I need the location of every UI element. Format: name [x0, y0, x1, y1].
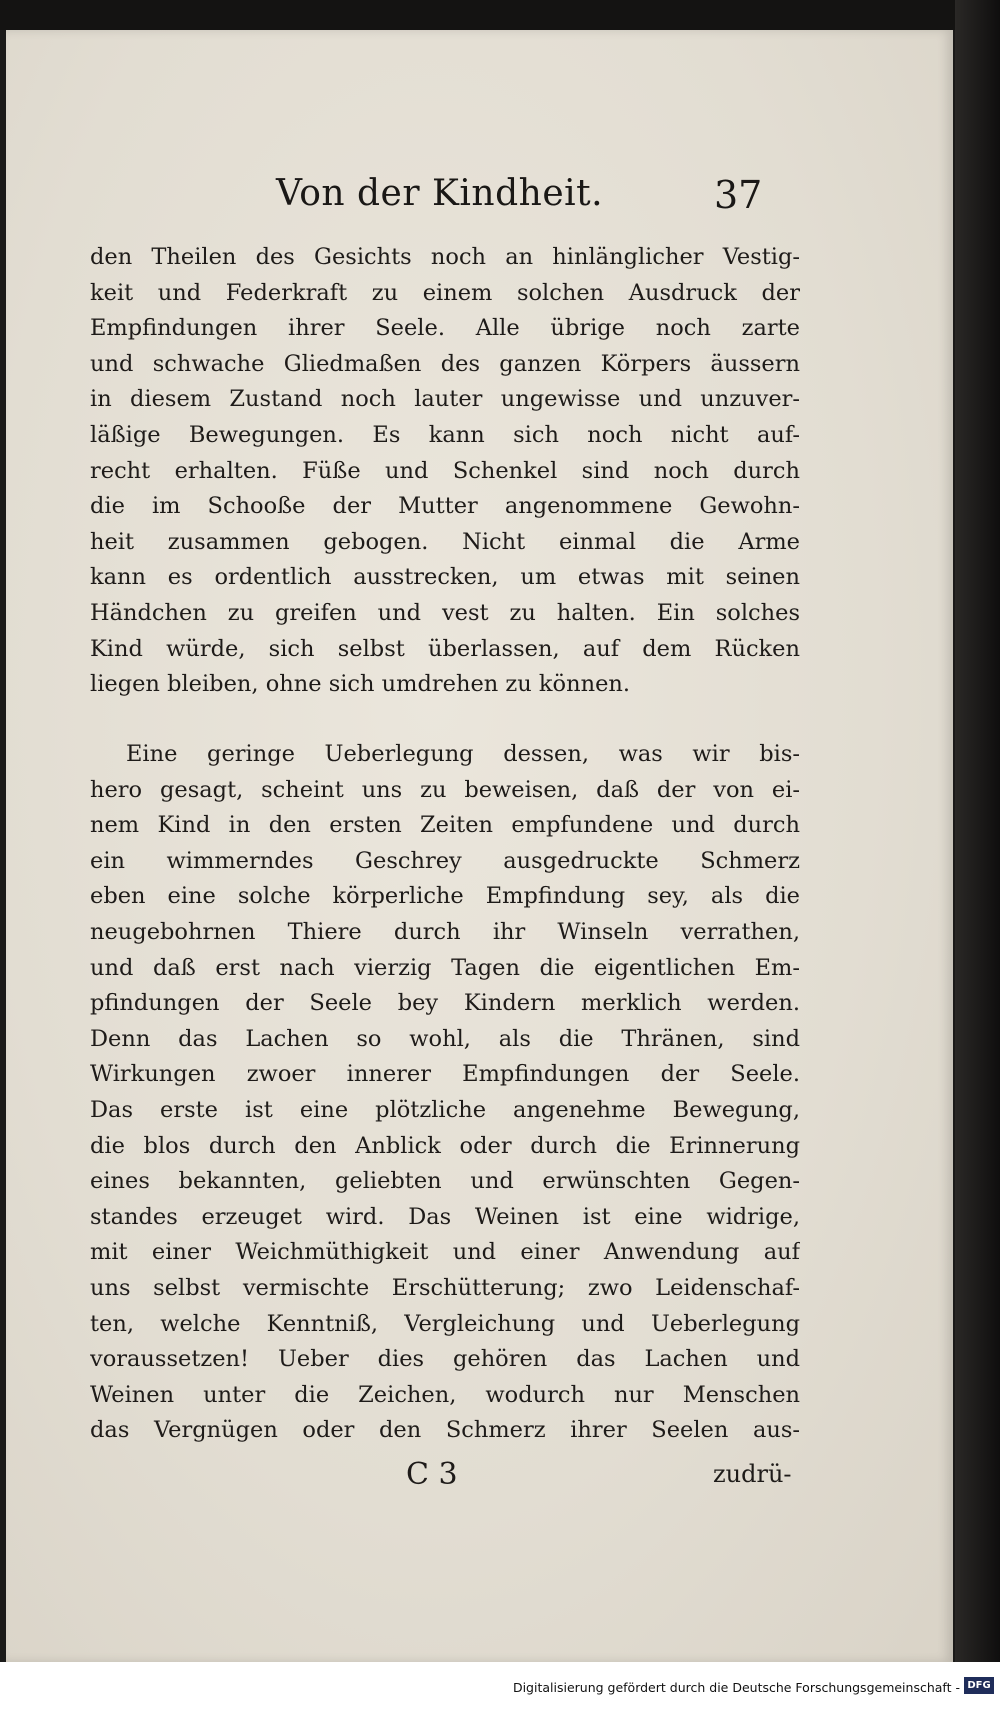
- text-line: und schwache Gliedmaßen des ganzen Körpers äussern: [90, 350, 800, 377]
- text-line: die im Schooße der Mutter angenommene Gewohn-: [90, 493, 800, 520]
- digitization-footer: [0, 1662, 1000, 1709]
- text-line: Denn das Lachen so wohl, als die Thränen, sind: [90, 1025, 800, 1052]
- text-line: ein wimmerndes Geschrey ausgedruckte Schmerz: [90, 847, 800, 874]
- text-line: standes erzeuget wird. Das Weinen ist eine widrige,: [90, 1203, 800, 1230]
- text-line: nem Kind in den ersten Zeiten empfundene und durch: [90, 812, 800, 839]
- dfg-logo: DFG: [964, 1677, 994, 1694]
- text-line: Kind würde, sich selbst überlassen, auf dem Rücken: [90, 635, 800, 662]
- signature-mark: C 3: [406, 1457, 458, 1492]
- text-line: und daß erst nach vierzig Tagen die eigentlichen Em-: [90, 954, 800, 981]
- text-line: in diesem Zustand noch lauter ungewisse und unzuver-: [90, 386, 800, 413]
- text-line: den Theilen des Gesichts noch an hinlänglicher Vestig-: [90, 244, 800, 270]
- page-title: Von der Kindheit.: [276, 173, 604, 214]
- text-line: kann es ordentlich ausstrecken, um etwas mit seinen: [90, 564, 800, 591]
- text-line: ten, welche Kenntniß, Vergleichung und Ueberlegung: [90, 1310, 800, 1337]
- text-line: liegen bleiben, ohne sich umdrehen zu können.: [90, 671, 631, 698]
- text-line: keit und Federkraft zu einem solchen Ausdruck der: [90, 279, 800, 306]
- text-line: Empfindungen ihrer Seele. Alle übrige noch zarte: [90, 315, 800, 342]
- scan-background-top: [0, 0, 1000, 30]
- funding-credit: Digitalisierung gefördert durch die Deutsche Forschungsgemeinschaft -: [512, 1680, 960, 1695]
- text-line: heit zusammen gebogen. Nicht einmal die Arme: [90, 528, 800, 555]
- text-line: recht erhalten. Füße und Schenkel sind noch durch: [90, 457, 800, 484]
- text-line: pfindungen der Seele bey Kindern merklich werden.: [90, 990, 800, 1017]
- paragraph-1: [90, 240, 800, 703]
- text-line: Weinen unter die Zeichen, wodurch nur Menschen: [90, 1381, 800, 1408]
- page-number: 37: [714, 173, 763, 217]
- book-page: [6, 30, 953, 1662]
- text-line: Eine geringe Ueberlegung dessen, was wir bis-: [126, 741, 800, 767]
- text-line: voraussetzen! Ueber dies gehören das Lachen und: [90, 1346, 800, 1373]
- text-line: die blos durch den Anblick oder durch die Erinnerung: [90, 1132, 800, 1159]
- text-line: das Vergnügen oder den Schmerz ihrer Seelen aus-: [90, 1417, 800, 1444]
- catchword: zudrü-: [713, 1460, 792, 1488]
- text-line: Das erste ist eine plötzliche angenehme Bewegung,: [90, 1096, 800, 1123]
- text-line: mit einer Weichmüthigkeit und einer Anwendung auf: [90, 1239, 800, 1266]
- text-line: neugebohrnen Thiere durch ihr Winseln verrathen,: [90, 918, 800, 945]
- running-head: [6, 173, 953, 223]
- text-line: eines bekannten, geliebten und erwünschten Gegen-: [90, 1168, 800, 1195]
- text-line: läßige Bewegungen. Es kann sich noch nicht auf-: [90, 421, 800, 448]
- text-line: Wirkungen zwoer innerer Empfindungen der Seele.: [90, 1061, 800, 1088]
- text-line: uns selbst vermischte Erschütterung; zwo Leidenschaf-: [90, 1274, 800, 1301]
- text-line: hero gesagt, scheint uns zu beweisen, daß der von ei-: [90, 776, 800, 803]
- text-line: eben eine solche körperliche Empfindung sey, als die: [90, 883, 800, 910]
- text-line: Händchen zu greifen und vest zu halten. Ein solches: [90, 599, 800, 626]
- paragraph-2: [90, 737, 800, 1449]
- scan-background-edge: [955, 0, 1000, 1709]
